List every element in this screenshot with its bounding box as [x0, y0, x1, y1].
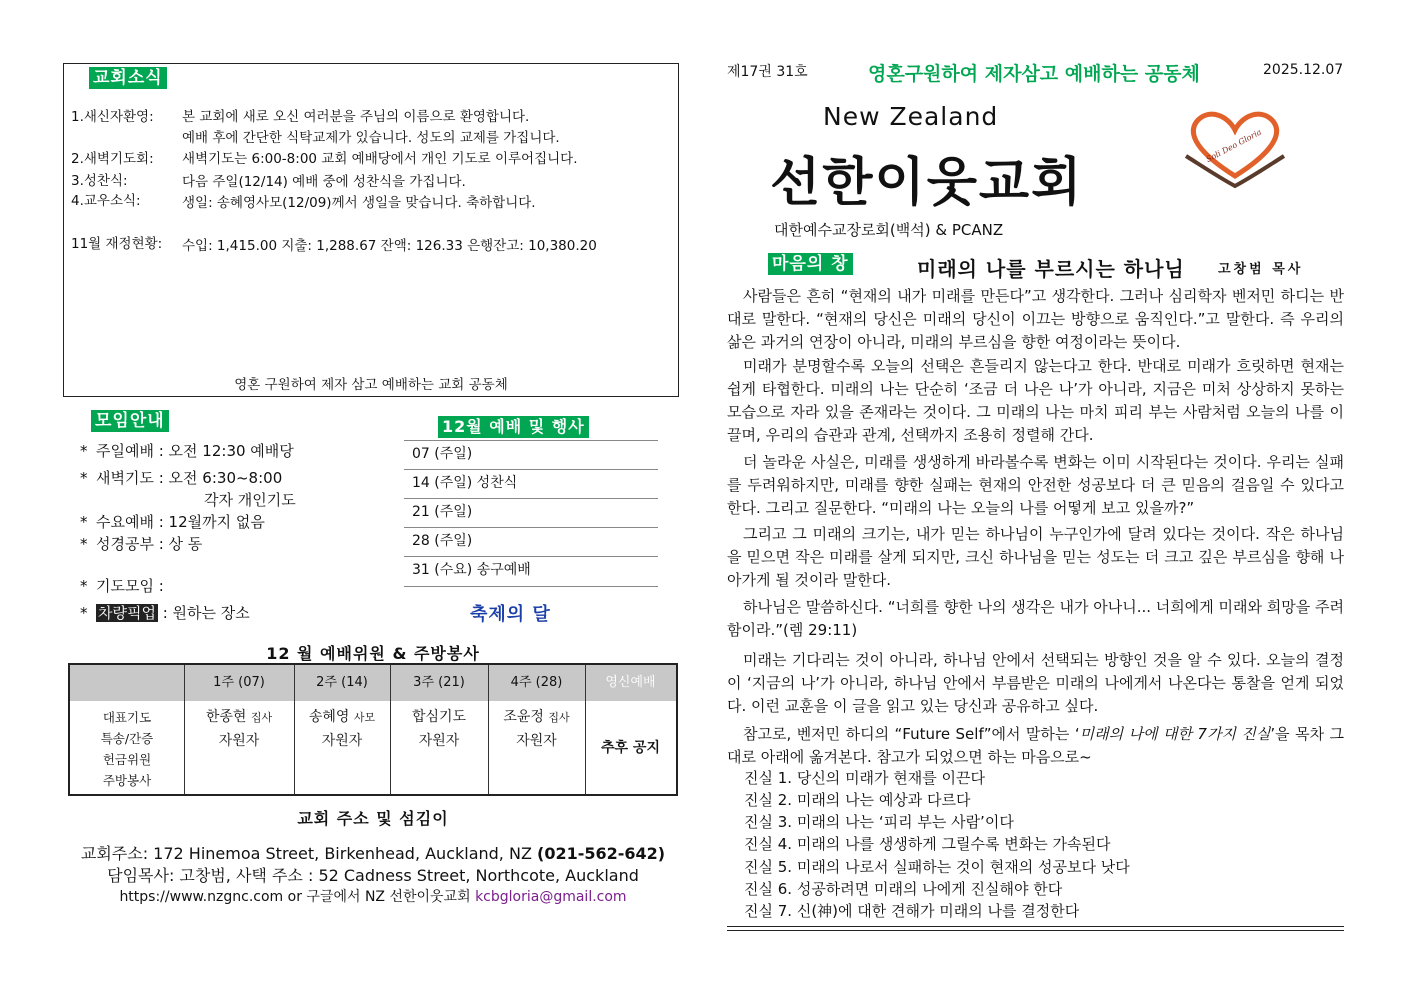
news-footer: 영혼 구원하여 제자 삼고 예배하는 교회 공동체 — [234, 377, 508, 393]
pastor-address: 담임목사: 고창범, 사택 주소 : 52 Cadness Street, Northcote, Auckland — [107, 866, 639, 885]
role-label: 특송/간증 — [100, 731, 154, 746]
phone-number: (021-562-642) — [537, 844, 666, 863]
truth-item: 진실 2. 미래의 나는 예상과 다르다 — [744, 791, 971, 809]
country-label: New Zealand — [823, 102, 999, 131]
truth-item: 진실 6. 성공하려면 미래의 나에게 진실해야 한다 — [744, 880, 1063, 898]
meeting-item-carpick: * 차량픽업 : 원하는 장소 — [80, 604, 250, 622]
church-news-tag: 교회소식 — [89, 67, 167, 89]
event-item: 28 (주일) — [412, 533, 473, 549]
event-item: 21 (주일) — [412, 504, 473, 520]
sermon-column-tag: 마음의 창 — [768, 253, 853, 275]
denomination: 대한예수교장로회(백석) & PCANZ — [774, 221, 1004, 239]
role-label: 헌금위원 — [102, 752, 152, 767]
address-title: 교회 주소 및 섬김이 — [297, 809, 449, 828]
meeting-item: 각자 개인기도 — [204, 491, 296, 509]
table-header-cell: 3주 (21) — [413, 675, 465, 690]
week-assignee: 한종현 집사 — [205, 709, 273, 725]
week-assignee-sub: 자원자 — [516, 733, 557, 749]
news-label: 1.새신자환영: — [71, 109, 154, 125]
table-header-cell: 2주 (14) — [316, 675, 368, 690]
church-address: 교회주소: 172 Hinemoa Street, Birkenhead, Auckland, NZ (021-562-642) — [80, 844, 666, 863]
volume-number: 제17권 31호 — [727, 64, 808, 80]
meetings-tag: 모임안내 — [91, 410, 169, 432]
week-assignee-sub: 자원자 — [321, 733, 363, 749]
week-assignee: 합심기도 — [411, 709, 467, 725]
festival-label: 축제의 달 — [470, 604, 551, 625]
issue-date: 2025.12.07 — [1263, 62, 1344, 78]
finance-label: 11월 재정현황: — [71, 236, 163, 252]
news-text: 본 교회에 새로 오신 여러분을 주님의 이름으로 환영합니다. — [182, 109, 530, 125]
week-assignee: 송혜영 사모 — [308, 709, 376, 725]
news-text: 생일: 송혜영사모(12/09)께서 생일을 맞습니다. 축하합니다. — [182, 195, 536, 211]
divider — [404, 586, 658, 587]
divider — [404, 440, 658, 441]
sermon-author: 고창범 목사 — [1218, 262, 1304, 277]
website-link[interactable]: https://www.nzgnc.com — [119, 889, 284, 905]
finance-text: 수입: 1,415.00 지출: 1,288.67 잔액: 126.33 은행잔고: 10,380.20 — [182, 238, 597, 254]
sermon-paragraph-reference: 참고로, 벤저민 하디의 “Future Self”에서 말하는 ‘미래의 나에 대한 7가지 진실’을 목차 그대로 아래에 옮겨본다. 참고가 되었으면 하는 마음으로~ — [727, 725, 1345, 766]
truth-item: 진실 7. 신(神)에 대한 견해가 미래의 나를 결정한다 — [744, 902, 1080, 920]
email-link[interactable]: kcbgloria@gmail.com — [475, 889, 627, 905]
sermon-paragraph: 사람들은 흔히 “현재의 내가 미래를 만든다”고 생각한다. 그러나 심리학자 벤저민 하디는 반대로 말한다. “현재의 당신은 미래의 당신이 이끄는 방향으로 움직인다.”고 말한다. 즉 우리의 삶은 과거의 연장이 아니라, 미래의 부르심을 향한 여정이라는 뜻이다. — [727, 287, 1344, 351]
news-label: 4.교우소식: — [71, 193, 141, 209]
news-text: 다음 주일(12/14) 예배 중에 성찬식을 가집니다. — [182, 174, 466, 190]
table-header-cell: 4주 (28) — [510, 675, 563, 690]
heart-hands-logo — [1180, 104, 1290, 190]
later-notice: 추후 공지 — [601, 740, 660, 756]
svg-text:Soli Deo Gloria: Soli Deo Gloria — [1204, 127, 1264, 165]
role-label: 대표기도 — [102, 710, 152, 725]
divider — [404, 498, 658, 499]
truth-item: 진실 1. 당신의 미래가 현재를 이끈다 — [744, 769, 986, 787]
bottom-rule — [727, 930, 1344, 931]
duty-table — [68, 663, 678, 796]
bottom-rule — [727, 926, 1344, 927]
meeting-item: * 성경공부 : 상 동 — [80, 535, 203, 553]
week-assignee: 조윤정 집사 — [503, 709, 570, 725]
event-item: 31 (수요) 송구예배 — [412, 562, 531, 578]
meeting-item: * 주일예배 : 오전 12:30 예배당 — [80, 442, 294, 460]
sermon-paragraph: 미래가 분명할수록 오늘의 선택은 흔들리지 않는다고 한다. 반대로 미래가 흐릿하면 현재는 쉽게 타협한다. 미래의 나는 단순히 ‘조금 더 나은 나’가 아니라, 지금은 미처 상상하지 못하는 모습으로 자라 있을 존재라는 것이다. 그 미래의 나는 마치 피리 부는 사람처럼 오늘의 나를 이끌며, 우리의 습관과 관계, 선택까지 조용히 정렬해 간다. — [727, 357, 1344, 444]
divider — [404, 527, 658, 528]
meeting-item: * 새벽기도 : 오전 6:30~8:00 — [80, 469, 283, 487]
divider — [404, 469, 658, 470]
role-label: 주방봉사 — [102, 773, 152, 788]
news-label: 3.성찬식: — [71, 173, 128, 189]
meeting-item: * 수요예배 : 12월까지 없음 — [80, 513, 265, 531]
sermon-paragraph: 미래는 기다리는 것이 아니라, 하나님 안에서 선택되는 방향인 것을 알 수 있다. 오늘의 결정이 ‘지금의 나’가 아니라, 하나님 안에서 부름받은 미래의 나에게서 나온다는 통찰을 얻게 되었다. 이런 교훈을 이 글을 읽고 있는 당신과 공유하고 싶다. — [727, 651, 1344, 715]
week-assignee-sub: 자원자 — [418, 733, 460, 749]
web-contact: https://www.nzgnc.com or 구글에서 NZ 선한이웃교회 kcbgloria@gmail.com — [119, 889, 627, 905]
news-text: 예배 후에 간단한 식탁교제가 있습니다. 성도의 교제를 가집니다. — [182, 130, 560, 146]
sermon-paragraph: 하나님은 말씀하신다. “너희를 향한 나의 생각은 내가 아나니... 너희에게 미래와 희망을 주려 함이라.”(렘 29:11) — [727, 598, 1344, 639]
table-header-cell: 영신예배 — [605, 675, 656, 690]
sermon-paragraph: 더 놀라운 사실은, 미래를 생생하게 바라볼수록 변화는 이미 시작된다는 것이다. 우리는 실패를 두려워하지만, 미래를 향한 실패는 현재의 안전한 성공보다 더 큰 믿음의 걸음일 수 있다고 한다. 그리고 질문한다. “미래의 나는 오늘의 나를 어떻게 보고 있을까?” — [727, 453, 1344, 517]
news-text: 새벽기도는 6:00-8:00 교회 예배당에서 개인 기도로 이루어집니다. — [182, 151, 578, 167]
sermon-paragraph: 그리고 그 미래의 크기는, 내가 믿는 하나님이 누구인가에 달려 있다는 것이다. 작은 하나님을 믿으면 작은 미래를 살게 되지만, 크신 하나님을 믿는 성도는 더 크고 깊은 부르심을 향해 나아가게 될 것이라 말한다. — [727, 525, 1344, 589]
meeting-item: * 기도모임 : — [80, 577, 164, 595]
event-item: 07 (주일) — [412, 446, 473, 462]
church-name: 선한이웃교회 — [770, 153, 1084, 213]
december-events-tag: 12월 예배 및 행사 — [438, 416, 589, 438]
divider — [404, 556, 658, 557]
duty-table-title: 12 월 예배위원 & 주방봉사 — [266, 644, 480, 663]
week-assignee-sub: 자원자 — [218, 733, 260, 749]
table-header-cell: 1주 (07) — [213, 675, 265, 690]
motto: 영혼구원하여 제자삼고 예배하는 공동체 — [868, 63, 1200, 85]
truth-item: 진실 4. 미래의 나를 생생하게 그릴수록 변화는 가속된다 — [744, 835, 1111, 853]
truth-item: 진실 5. 미래의 나로서 실패하는 것이 현재의 성공보다 낫다 — [744, 858, 1130, 876]
sermon-title: 미래의 나를 부르시는 하나님 — [917, 257, 1185, 281]
event-item: 14 (주일) 성찬식 — [412, 475, 518, 491]
truth-item: 진실 3. 미래의 나는 ‘피리 부는 사람’이다 — [744, 813, 1014, 831]
news-label: 2.새벽기도회: — [71, 151, 154, 167]
